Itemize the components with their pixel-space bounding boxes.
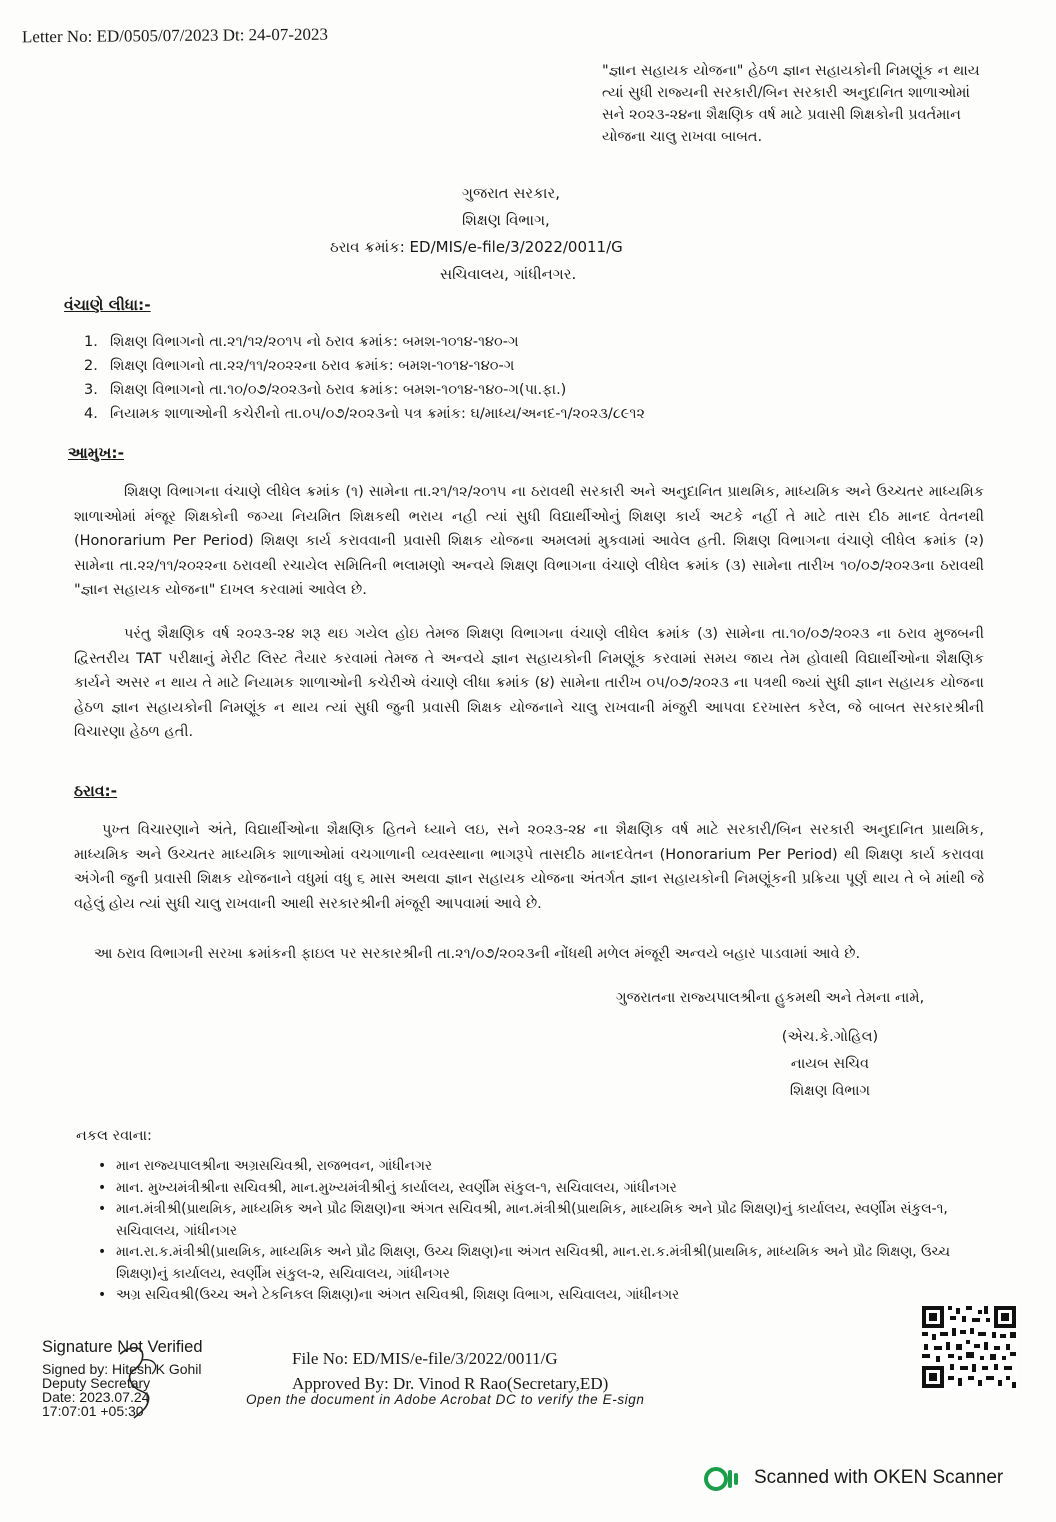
reference-number: 3.	[84, 382, 98, 398]
esign-date: Date: 2023.07.24	[42, 1389, 150, 1405]
esign-status: Signature Not Verified	[42, 1338, 203, 1356]
resolution-paragraph-1: પુખ્ત વિચારણાને અંતે, વિદ્યાર્થીઓના શૈક્ષણિક હિતને ધ્યાને લઇ, સને ૨૦૨૩-૨૪ ના શૈક્ષણિક વર્ષ માટે સરકારી/બિન સરકારી અનુદાનિત પ્રાથમિક, માધ્યમિક અને ઉચ્ચતર માધ્યમિક શાળાઓમાં વચગાળાની વ્યવસ્થાના ભાગરૂપે તાસદીઠ માનદવેતન (Honorarium Per Period) થી શિક્ષણ કાર્ય કરાવવા અંગેની જુની પ્રવાસી શિક્ષક યોજનાને વધુમાં વધુ ૬ માસ અથવા જ્ઞાન સહાયક યોજના અંતર્ગત જ્ઞાન સહાયકોની નિમણૂંકની પ્રક્રિયા પૂર્ણ થાય તે બે માંથી જે વહેલું હોય ત્યાં સુધી ચાલુ રાખવાની આથી સરકારશ્રીની મંજૂરી આપવામાં આવે છે.	[74, 822, 984, 912]
esign-time: 17:07:01 +05:30	[42, 1403, 144, 1419]
esign-signed-by: Signed by: Hitesh K Gohil	[42, 1361, 202, 1377]
reference-item	[84, 330, 844, 354]
copy-to-item: • માન.રા.ક.મંત્રીશ્રી(પ્રાથમિક, માધ્યમિક અને પ્રૌઢ શિક્ષણ, ઉચ્ચ શિક્ષણ)ના અંગત સચિવશ્રી, માન.રા.ક.મંત્રીશ્રી(પ્રાથમિક, માધ્યમિક અને પ્રૌઢ શિક્ષણ, ઉચ્ચ શિક્ષણ)નું કાર્યાલય, સ્વર્ણીમ સંકુલ-૨, સચિવાલય, ગાંધીનગર	[96, 1242, 1001, 1285]
reference-text: શિક્ષણ વિભાગનો તા.૧૦/૦૭/૨૦૨૩નો ઠરાવ ક્રમાંક: બમશ-૧૦૧૪-૧૪૦-ગ(પા.ફા.)	[110, 382, 567, 398]
copy-to-item: • માન.મંત્રીશ્રી(પ્રાથમિક, માધ્યમિક અને પ્રૌઢ શિક્ષણ)ના અંગત સચિવશ્રી, માન.મંત્રીશ્રી(પ્રાથમિક, માધ્યમિક અને પ્રૌઢ શિક્ષણ)નું કાર્યાલય, સ્વર્ણીમ સંકુલ-૧, સચિવાલય, ગાંધીનગર	[96, 1199, 1001, 1242]
reference-item	[84, 354, 844, 378]
reference-text: નિયામક શાળાઓની કચેરીનો તા.૦૫/૦૭/૨૦૨૩નો પત્ર ક્રમાંક: ઘ/માધ્ય/અનદ-૧/૨૦૨૩/૮૯૧૨	[110, 406, 645, 422]
references-list	[84, 330, 844, 426]
reference-text: શિક્ષણ વિભાગનો તા.૨૧/૧૨/૨૦૧૫ નો ઠરાવ ક્રમાંક: બમશ-૧૦૧૪-૧૪૦-ગ	[110, 334, 519, 350]
scanner-watermark: Scanned with OKEN Scanner	[754, 1467, 1004, 1488]
letter-number: Letter No: ED/0505/07/2023 Dt: 24-07-2023	[21, 24, 329, 47]
references-title: વંચાણે લીધા:-	[64, 296, 151, 314]
signatory-block	[730, 1024, 930, 1105]
preamble-title: આમુખ:-	[68, 444, 125, 462]
file-number: File No: ED/MIS/e-file/3/2022/0011/G	[292, 1349, 558, 1368]
reference-item	[84, 378, 844, 402]
copy-to-title: નકલ રવાના:	[76, 1128, 152, 1144]
copy-to-item: • અગ્ર સચિવશ્રી(ઉચ્ચ અને ટેકનિકલ શિક્ષણ)ના અંગત સચિવશ્રી, શિક્ષણ વિભાગ, સચિવાલય, ગાંધીનગર	[96, 1285, 1001, 1307]
reference-text: શિક્ષણ વિભાગનો તા.૨૨/૧૧/૨૦૨૨ના ઠરાવ ક્રમાંક: બમશ-૧૦૧૪-૧૪૦-ગ	[110, 358, 515, 374]
qr-code-icon	[920, 1304, 1018, 1390]
heading-government: ગુજરાત સરકાર,	[462, 184, 560, 202]
approved-by: Approved By: Dr. Vinod R Rao(Secretary,ED)	[292, 1374, 609, 1393]
copy-to-item: • માન રાજ્યપાલશ્રીના અગ્રસચિવશ્રી, રાજભવન, ગાંધીનગર	[96, 1156, 1001, 1178]
reference-number: 1.	[84, 334, 98, 350]
signatory-name: (એચ.કે.ગોહિલ)	[781, 1029, 879, 1045]
reference-number: 2.	[84, 358, 98, 374]
subject-text: "જ્ઞાન સહાયક યોજના" હેઠળ જ્ઞાન સહાયકોની નિમણૂંક ન થાય ત્યાં સુધી રાજ્યની સરકારી/બિન સરકારી અનુદાનિત શાળાઓમાં સને ૨૦૨૩-૨૪ના શૈક્ષણિક વર્ષ માટે પ્રવાસી શિક્ષકોની પ્રવર્તમાન યોજના ચાલુ રાખવા બાબત.	[602, 63, 980, 145]
preamble-paragraph-2: પરંતુ શૈક્ષણિક વર્ષ ૨૦૨૩-૨૪ શરૂ થઇ ગયેલ હોઇ તેમજ શિક્ષણ વિભાગના વંચાણે લીધેલ ક્રમાંક (૩) સામેના તા.૧૦/૦૭/૨૦૨૩ ના ઠરાવ મુજબની દ્વિસ્તરીય TAT પરીક્ષાનું મેરીટ લિસ્ટ તૈયાર કરવામાં તેમજ તે અન્વયે જ્ઞાન સહાયકોની નિમણૂંક કરવામાં સમય જાય તેમ હોવાથી વિદ્યાર્થીઓના શૈક્ષણિક કાર્યને અસર ન થાય તે માટે નિયામક શાળાઓની કચેરીએ વંચાણે લીધા ક્રમાંક (૪) સામેના તારીખ ૦૫/૦૭/૨૦૨૩ ના પત્રથી જ્યાં સુધી જ્ઞાન સહાયક યોજના હેઠળ જ્ઞાન સહાયકોની નિમણૂંક ન થાય ત્યાં સુધી જુની પ્રવાસી શિક્ષક યોજનાને ચાલુ રાખવાની મંજુરી આપવા દરખાસ્ત કરેલ, જે બાબત સરકારશ્રીની વિચારણા હેઠળ હતી.	[74, 626, 984, 741]
signatory-designation: નાયબ સચિવ	[790, 1056, 870, 1072]
signatory-department: શિક્ષણ વિભાગ	[789, 1083, 871, 1099]
resolution-paragraph-2: આ ઠરાવ વિભાગની સરખા ક્રમાંકની ફાઇલ પર સરકારશ્રીની તા.૨૧/૦૭/૨૦૨૩ની નોંધથી મળેલ મંજૂરી અન્વયે બહાર પાડવામાં આવે છે.	[94, 946, 861, 962]
copy-to-list	[96, 1156, 1001, 1307]
reference-number: 4.	[84, 406, 98, 422]
handwritten-signature-icon	[102, 1340, 172, 1420]
oken-scanner-logo-icon	[704, 1466, 740, 1492]
acrobat-note: Open the document in Adobe Acrobat DC to verify the E-sign	[246, 1392, 645, 1407]
resolution-heading	[330, 180, 670, 288]
heading-location: સચિવાલય, ગાંધીનગર.	[440, 265, 577, 283]
resolution-title: ઠરાવ:-	[74, 782, 118, 800]
heading-department: શિક્ષણ વિભાગ,	[462, 211, 550, 229]
copy-to-item: • માન. મુખ્યમંત્રીશ્રીના સચિવશ્રી, માન.મુખ્યમંત્રીશ્રીનું કાર્યાલય, સ્વર્ણીમ સંકુલ-૧, સચિવાલય, ગાંધીનગર	[96, 1178, 1001, 1200]
heading-resolution-number: ઠરાવ ક્રમાંક: ED/MIS/e-file/3/2022/0011/G	[330, 238, 623, 256]
order-line: ગુજરાતના રાજ્યપાલશ્રીના હુકમથી અને તેમના નામે,	[616, 990, 925, 1006]
preamble-paragraph-1: શિક્ષણ વિભાગના વંચાણે લીધેલ ક્રમાંક (૧) સામેના તા.૨૧/૧૨/૨૦૧૫ ના ઠરાવથી સરકારી અને અનુદાનિત પ્રાથમિક, માધ્યમિક અને ઉચ્ચતર માધ્યમિક શાળાઓમાં મંજૂર શિક્ષકોની જગ્યા નિયમિત શિક્ષકથી ભરાય નહી ત્યાં સુધી વિદ્યાર્થીઓનું શિક્ષણ કાર્ય અટકે નહીં તે માટે તાસ દીઠ માનદ વેતનથી (Honorarium Per Period) શિક્ષણ કાર્ય કરાવવાની પ્રવાસી શિક્ષક યોજના અમલમાં મુકવામાં આવેલ હતી. શિક્ષણ વિભાગના વંચાણે લીધેલ ક્રમાંક (૨) સામેના તા.૨૨/૧૧/૨૦૨૨ના ઠરાવથી રચાયેલ સમિતિની ભલામણો અન્વયે શિક્ષણ વિભાગના વંચાણે લીધેલ ક્રમાંક (૩) સામેના તારીખ ૧૦/૦૭/૨૦૨૩ના ઠરાવથી "જ્ઞાન સહાયક યોજના" દાખલ કરવામાં આવેલ છે.	[74, 484, 984, 599]
reference-item	[84, 402, 844, 426]
esign-role: Deputy Secretary	[42, 1375, 151, 1391]
file-info	[292, 1346, 608, 1396]
